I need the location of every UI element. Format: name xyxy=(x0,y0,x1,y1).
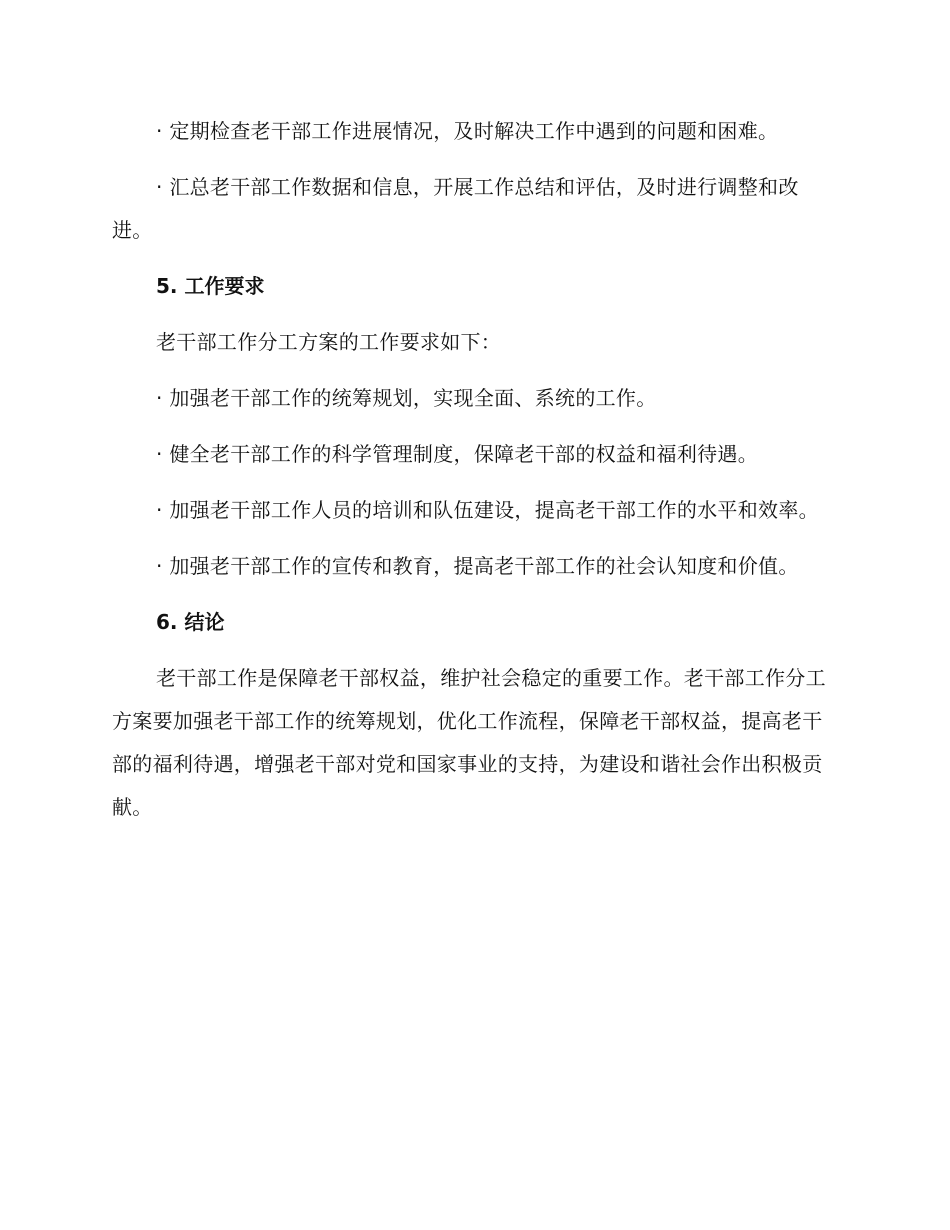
bullet-paragraph: · 定期检查老干部工作进展情况，及时解决工作中遇到的问题和困难。 xyxy=(156,119,779,143)
bullet-paragraph: · 加强老干部工作的宣传和教育，提高老干部工作的社会认知度和价值。 xyxy=(156,554,799,578)
bullet-paragraph: · 健全老干部工作的科学管理制度，保障老干部的权益和福利待遇。 xyxy=(156,442,759,466)
section-heading: 6. 结论 xyxy=(156,610,225,634)
bullet-paragraph: · 加强老干部工作人员的培训和队伍建设，提高老干部工作的水平和效率。 xyxy=(156,498,819,522)
body-paragraph: 老干部工作是保障老干部权益，维护社会稳定的重要工作。老干部工作分工方案要加强老干部工作的统筹规划，优化工作流程，保障老干部权益，提高老干部的福利待遇，增强老干部对党和国家事业的支持，为建设和谐社会作出积极贡献。 xyxy=(112,666,826,819)
body-paragraph: 老干部工作分工方案的工作要求如下： xyxy=(156,330,502,354)
document-body xyxy=(112,110,832,842)
bullet-paragraph: · 加强老干部工作的统筹规划，实现全面、系统的工作。 xyxy=(156,386,657,410)
bullet-paragraph: · 汇总老干部工作数据和信息，开展工作总结和评估，及时进行调整和改进。 xyxy=(112,175,799,242)
section-heading: 5. 工作要求 xyxy=(156,274,265,298)
